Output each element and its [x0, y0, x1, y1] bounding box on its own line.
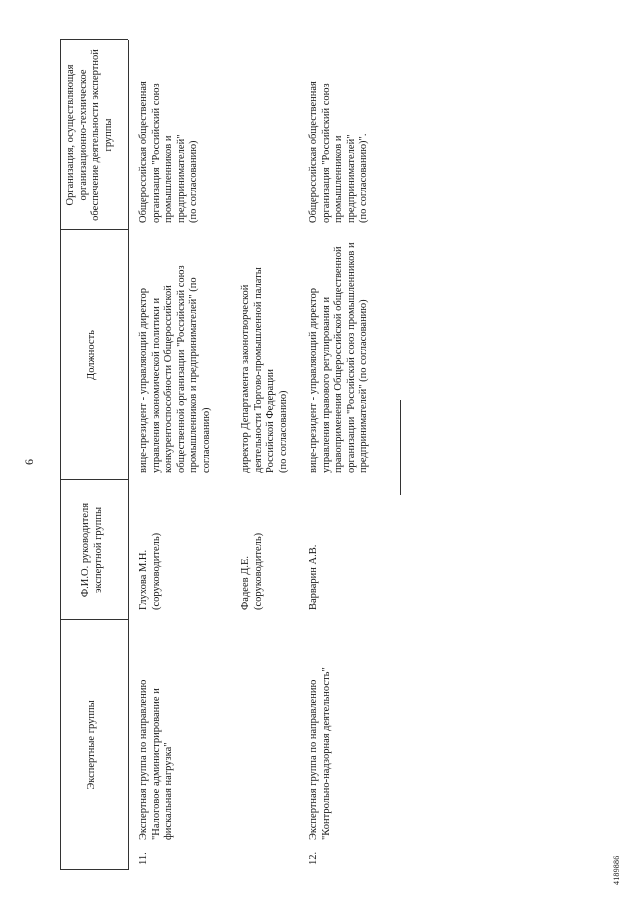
row-11-leader-1-position: вице-президент - управляющий директор управления экономической политики и конкурентоспособности Общероссийской общественной организации "Российский союз промышленников и предпринимателей" (по согласованию)	[138, 265, 212, 473]
row-12-group: Экспертная группа по направлению "Контрольно-надзорная деятельность"	[308, 667, 332, 840]
header-position: Должность	[86, 330, 97, 380]
table-right-border	[60, 39, 128, 40]
header-organization: Организация, осуществляющая организационно-техническое обеспечение деятельности экспертной группы	[65, 49, 114, 221]
row-11-organization: Общероссийская общественная организация "Российский союз промышленников и предпринимателей" (по согласованию)	[138, 81, 199, 223]
row-12-organization: Общероссийская общественная организация "Российский союз промышленников и предпринимателей" (по согласованию)".	[308, 81, 369, 223]
table-left-border	[60, 869, 128, 870]
row-11-number: 11.	[138, 852, 149, 865]
document-code: 4189886	[612, 855, 621, 885]
table-top-border	[60, 40, 61, 870]
row-11-leader-2-position: директор Департамента законотворческой деятельности Торгово-промышленной палаты Российской Федерации (по согласованию)	[240, 267, 289, 473]
row-12-number: 12.	[308, 851, 319, 865]
page-number: 6	[22, 459, 36, 465]
table-header-border	[128, 40, 129, 870]
column-divider-2	[60, 479, 128, 480]
column-divider-3	[60, 229, 128, 230]
row-12-leader-position: вице-президент - управляющий директор управления правового регулирования и правоприменения Общероссийской общественной организации "Российский союз промышленников и предпринимателей" (по согласованию)	[308, 242, 369, 473]
header-leader-name: Ф.И.О. руководителя экспертной группы	[80, 502, 104, 598]
row-11-leader-1-name: Глухова М.Н. (соруководитель)	[138, 532, 162, 610]
row-12-leader-name: Варварин А.В.	[308, 544, 319, 610]
header-expert-groups: Экспертные группы	[86, 700, 97, 790]
row-11-group: Экспертная группа по направлению "Налоговое администрирование и фискальная нагрузка"	[138, 679, 174, 840]
closing-separator	[400, 400, 401, 495]
row-11-leader-2-name: Фадеев Д.Е. (соруководитель)	[240, 532, 264, 610]
column-divider-1	[60, 619, 128, 620]
